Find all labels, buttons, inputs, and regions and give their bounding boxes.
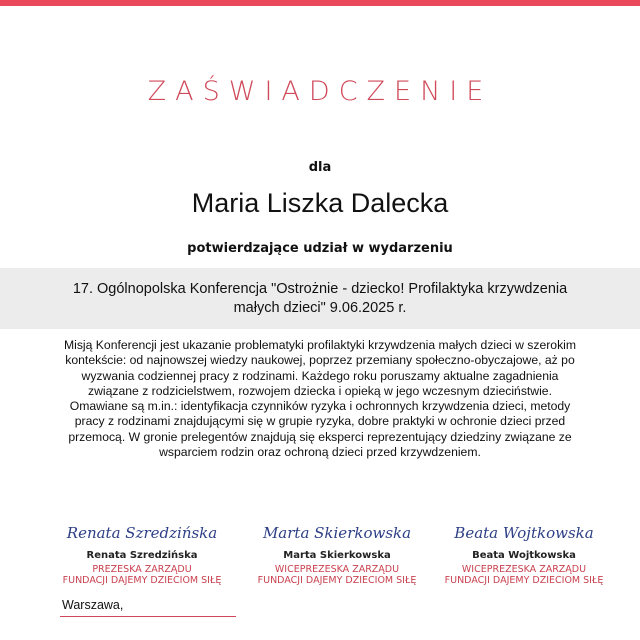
recipient-name: Maria Liszka Dalecka xyxy=(191,188,449,218)
signatory-name: Marta Skierkowska xyxy=(283,550,391,561)
description-line: pracy z rodzinami znajdującymi się w grupie ryzyka, dobre praktyki w ochronie dzieci przed xyxy=(74,414,566,429)
signature-block xyxy=(237,524,437,586)
role-line: WICEPREZESKA ZARZĄDU xyxy=(274,564,400,575)
handwritten-signature: Marta Skierkowska xyxy=(262,524,412,542)
signatory-role xyxy=(42,564,242,586)
role-line: FUNDACJI DAJEMY DZIECIOM SIŁĘ xyxy=(257,575,417,586)
for-label: dla xyxy=(308,160,332,175)
description-line: związane z rodzicielstwem, rozwojem dziecka i opieką w jego wczesnym dzieciństwie. xyxy=(88,383,552,398)
description-line: Omawiane są m.in.: identyfikacja czynników ryzyka i ochronnych krzywdzenia dzieci, metody xyxy=(69,399,571,414)
description-line: przemocą. W gronie prelegentów znajdują się eksperci reprezentujący dziedziny związane ze xyxy=(68,429,572,444)
role-line: FUNDACJI DAJEMY DZIECIOM SIŁĘ xyxy=(62,575,222,586)
event-band xyxy=(0,268,640,329)
handwritten-signature: Beata Wojtkowska xyxy=(454,524,594,542)
certificate-title: ZAŚWIADCZENIE xyxy=(147,76,493,107)
role-line: FUNDACJI DAJEMY DZIECIOM SIŁĘ xyxy=(444,575,604,586)
city-label: Warszawa, xyxy=(62,598,124,612)
date-underline xyxy=(60,616,236,617)
signature-block xyxy=(42,524,242,586)
confirmation-text: potwierdzające udział w wydarzeniu xyxy=(187,241,453,256)
description-line: Misją Konferencji jest ukazanie problematyki profilaktyki krzywdzenia małych dzieci w szerokim xyxy=(63,338,577,352)
role-line: WICEPREZESKA ZARZĄDU xyxy=(461,564,587,575)
signatory-name: Renata Szredzińska xyxy=(86,550,198,561)
description-line: wyzwania codziennej pracy z rodzinami. Każdego roku poruszamy aktualne zagadnienia xyxy=(81,368,559,383)
signatory-role xyxy=(424,564,624,586)
role-line: PREZESKA ZARZĄDU xyxy=(92,564,192,575)
description-line: wsparciem rodzin oraz ochroną dzieci przed krzywdzeniem. xyxy=(159,445,481,460)
top-accent-bar xyxy=(0,0,640,6)
handwritten-signature: Renata Szredzińska xyxy=(66,524,218,542)
event-line: małych dzieci" 9.06.2025 r. xyxy=(233,299,407,316)
event-description xyxy=(0,338,640,460)
signatory-role xyxy=(237,564,437,586)
description-line: kontekście: od najnowszej wiedzy naukowej, poprzez przemiany społeczno-obyczajowe, aż po xyxy=(65,353,575,368)
signature-block xyxy=(424,524,624,586)
event-line: 17. Ogólnopolska Konferencja "Ostrożnie - dziecko! Profilaktyka krzywdzenia xyxy=(72,280,568,297)
signatory-name: Beata Wojtkowska xyxy=(472,550,576,561)
